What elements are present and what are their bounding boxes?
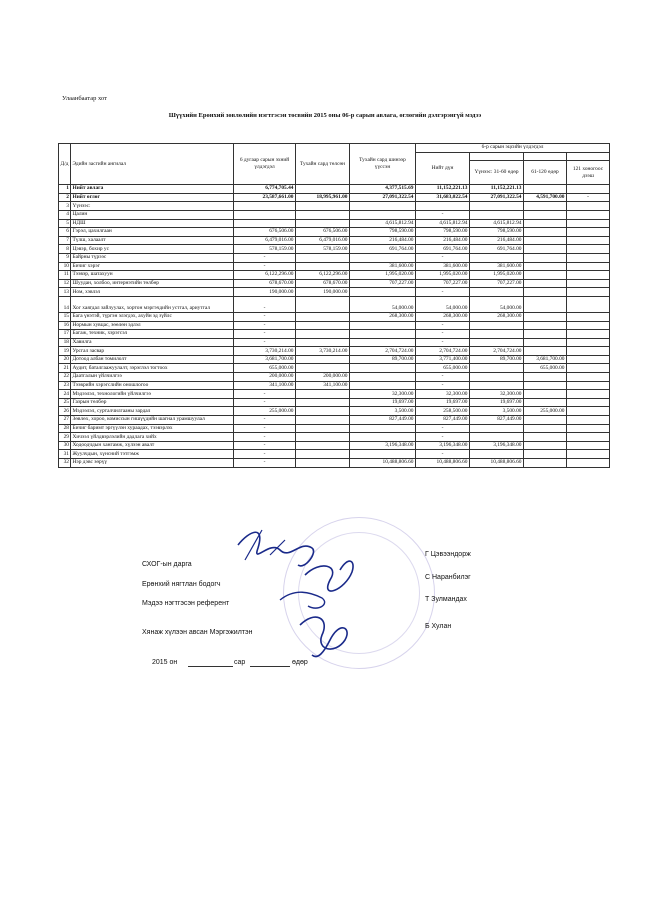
cell-total: - bbox=[416, 288, 470, 297]
col-paid: Тухайн сард төлсөн bbox=[296, 144, 350, 185]
cell-paid: 3,730,214.00 bbox=[296, 347, 350, 356]
cell-total: 10,488,806.60 bbox=[416, 459, 470, 468]
cell-n: 24 bbox=[59, 390, 71, 399]
cell-d2: 4,591,700.00 bbox=[524, 193, 567, 202]
cell-n: 23 bbox=[59, 381, 71, 390]
cell-d1: 827,449.00 bbox=[470, 416, 524, 425]
signer-name-1: Г Цэвээндорж bbox=[425, 551, 471, 558]
cell-total: - bbox=[416, 338, 470, 347]
cell-begin: - bbox=[234, 253, 296, 262]
cell-arisen: 3,196,348.00 bbox=[350, 441, 416, 450]
cell-total: 31,683,022.54 bbox=[416, 193, 470, 202]
cell-name: Тээврийн хэрэгслийн оношлогоо bbox=[71, 381, 234, 390]
col-begin: 6 дугаар сарын эхний үлдэгдэл bbox=[234, 144, 296, 185]
cell-d1: 3,500.00 bbox=[470, 407, 524, 416]
cell-arisen: 216,484.00 bbox=[350, 236, 416, 245]
cell-begin: - bbox=[234, 390, 296, 399]
cell-n: 19 bbox=[59, 347, 71, 356]
cell-n: 22 bbox=[59, 373, 71, 382]
cell-d1: 707,227.00 bbox=[470, 279, 524, 288]
cell-d2: 655,000.00 bbox=[524, 364, 567, 373]
cell-n: 17 bbox=[59, 330, 71, 339]
cell-total: 54,000.00 bbox=[416, 296, 470, 312]
cell-total: - bbox=[416, 253, 470, 262]
cell-total: - bbox=[416, 433, 470, 442]
cell-n: 21 bbox=[59, 364, 71, 373]
cell-n: 25 bbox=[59, 398, 71, 407]
cell-arisen: 3,500.00 bbox=[350, 407, 416, 416]
cell-begin: 6,122,296.00 bbox=[234, 271, 296, 280]
cell-arisen: 691,764.00 bbox=[350, 245, 416, 254]
cell-name: Зөвлөх, хороо, комиссын гишүүдийн шагнал урамшуулал bbox=[71, 416, 234, 425]
cell-begin: - bbox=[234, 296, 296, 312]
cell-paid: 578,159.00 bbox=[296, 245, 350, 254]
cell-total: 4,615,812.94 bbox=[416, 219, 470, 228]
cell-total: - bbox=[416, 210, 470, 219]
cell-n: 6 bbox=[59, 228, 71, 237]
cell-name: Жуулчдын, хүнсний тэтгэмж bbox=[71, 450, 234, 459]
cell-begin: - bbox=[234, 262, 296, 271]
date-year: 2015 он bbox=[152, 659, 178, 666]
cell-name: Байрны түрээс bbox=[71, 253, 234, 262]
cell-n: 10 bbox=[59, 262, 71, 271]
cell-begin: 200,000.00 bbox=[234, 373, 296, 382]
cell-n: 28 bbox=[59, 424, 71, 433]
cell-begin: 3,730,214.00 bbox=[234, 347, 296, 356]
col-arisen: Тухайн сард шинээр үүссэн bbox=[350, 144, 416, 185]
cell-name: Дотоод албан томилолт bbox=[71, 355, 234, 364]
col-61-120: 61-120 өдөр bbox=[524, 161, 567, 185]
cell-n: 30 bbox=[59, 441, 71, 450]
cell-name: Урсгал засвар bbox=[71, 347, 234, 356]
cell-total: - bbox=[416, 450, 470, 459]
cell-arisen: 381,600.00 bbox=[350, 262, 416, 271]
signer-name-2: С Наранбилэг bbox=[425, 574, 471, 581]
cell-name: НДШ bbox=[71, 219, 234, 228]
cell-n: 20 bbox=[59, 355, 71, 364]
date-day: өдөр bbox=[292, 659, 308, 666]
cell-paid: 341,100.00 bbox=[296, 381, 350, 390]
cell-total: - bbox=[416, 381, 470, 390]
cell-arisen: 89,700.00 bbox=[350, 355, 416, 364]
cell-begin: 655,000.00 bbox=[234, 364, 296, 373]
cell-begin: - bbox=[234, 398, 296, 407]
cell-d1: 27,091,322.54 bbox=[470, 193, 524, 202]
cell-name: Гэрэл, цахилгаан bbox=[71, 228, 234, 237]
cell-begin: - bbox=[234, 416, 296, 425]
cell-name: Газрын төлбөр bbox=[71, 398, 234, 407]
cell-arisen: 10,488,806.60 bbox=[350, 459, 416, 468]
cell-d1: 4,615,812.94 bbox=[470, 219, 524, 228]
cell-begin: 6,774,705.44 bbox=[234, 185, 296, 194]
report-title: Шүүхийн Ерөнхий зөвлөлийн нэгтгэсэн төсвийн 2015 оны 06-р сарын авлага, өглөгийн дэлгэрэнгүй мэдээ bbox=[168, 112, 482, 119]
cell-name: Нийт авлага bbox=[71, 185, 234, 194]
cell-total: 707,227.00 bbox=[416, 279, 470, 288]
city-label: Улаанбаатар хот bbox=[62, 95, 107, 102]
cell-arisen: 19,697.00 bbox=[350, 398, 416, 407]
signer-name-4: Б Хулан bbox=[425, 623, 452, 630]
cell-arisen: 4,377,515.69 bbox=[350, 185, 416, 194]
cell-total: 691,764.00 bbox=[416, 245, 470, 254]
cell-name: Мэдээлэл, сурталчилгааны зардал bbox=[71, 407, 234, 416]
cell-paid: 18,995,961.00 bbox=[296, 193, 350, 202]
cell-name: Мэдээлэл, технологийн үйлчилгээ bbox=[71, 390, 234, 399]
cell-name: Цэвэр, бохир ус bbox=[71, 245, 234, 254]
cell-begin: 578,159.00 bbox=[234, 245, 296, 254]
cell-n: 32 bbox=[59, 459, 71, 468]
cell-name: Үүнээс: bbox=[71, 202, 234, 211]
signer-role-4: Хянаж хүлээн авсан Мэргэжилтэн bbox=[142, 629, 253, 636]
cell-n: 26 bbox=[59, 407, 71, 416]
cell-arisen: 4,615,812.94 bbox=[350, 219, 416, 228]
cell-name: Цалин bbox=[71, 210, 234, 219]
cell-begin: 23,587,661.00 bbox=[234, 193, 296, 202]
cell-n: 7 bbox=[59, 236, 71, 245]
cell-d1: 268,300.00 bbox=[470, 312, 524, 321]
col-121-plus: 121 хоногоос дээш bbox=[567, 161, 610, 185]
cell-name: Бичиг хэрэг bbox=[71, 262, 234, 271]
cell-n: 13 bbox=[59, 288, 71, 297]
cell-name: Аудит, баталгаажуулалт, зэрэглэл тогтоох bbox=[71, 364, 234, 373]
cell-name: Шуудан, холбоо, интернэтийн төлбөр bbox=[71, 279, 234, 288]
cell-begin: 678,670.00 bbox=[234, 279, 296, 288]
col-total: Нийт дүн bbox=[416, 152, 470, 185]
signer-name-3: Т Зулмандах bbox=[425, 596, 467, 603]
cell-n: 29 bbox=[59, 433, 71, 442]
cell-n: 2 bbox=[59, 193, 71, 202]
cell-name: Нэр дэвс зөрүү bbox=[71, 459, 234, 468]
cell-name: Нийт өглөг bbox=[71, 193, 234, 202]
cell-begin: 3,681,700.00 bbox=[234, 355, 296, 364]
cell-d1: 19,697.00 bbox=[470, 398, 524, 407]
cell-arisen: 827,449.00 bbox=[350, 416, 416, 425]
col-num: Д/д bbox=[59, 144, 71, 185]
cell-name: Даатгалын үйлчилгээ bbox=[71, 373, 234, 382]
cell-total: 19,697.00 bbox=[416, 398, 470, 407]
cell-arisen: 268,300.00 bbox=[350, 312, 416, 321]
cell-total: 32,300.00 bbox=[416, 390, 470, 399]
cell-arisen: 32,300.00 bbox=[350, 390, 416, 399]
cell-name: Түлш, халаалт bbox=[71, 236, 234, 245]
cell-begin: 6,479,016.00 bbox=[234, 236, 296, 245]
cell-d1: 1,995,020.00 bbox=[470, 271, 524, 280]
cell-total: - bbox=[416, 321, 470, 330]
cell-paid: 6,122,296.00 bbox=[296, 271, 350, 280]
cell-total: 798,590.00 bbox=[416, 228, 470, 237]
cell-begin: - bbox=[234, 424, 296, 433]
date-blank-1 bbox=[188, 659, 233, 667]
cell-total: 655,000.00 bbox=[416, 364, 470, 373]
cell-paid: 200,000.00 bbox=[296, 373, 350, 382]
col-name: Эдийн засгийн ангилал bbox=[71, 144, 234, 185]
cell-d1: 3,196,348.00 bbox=[470, 441, 524, 450]
cell-name: Ходоодчдын хангамж, хүлээн авалт bbox=[71, 441, 234, 450]
cell-n: 14 bbox=[59, 296, 71, 312]
cell-n: 4 bbox=[59, 210, 71, 219]
cell-name: Хавилга bbox=[71, 338, 234, 347]
cell-n: 27 bbox=[59, 416, 71, 425]
cell-begin: 255,000.00 bbox=[234, 407, 296, 416]
signer-role-1: СХОГ-ын дарга bbox=[142, 561, 192, 568]
cell-total: 381,600.00 bbox=[416, 262, 470, 271]
cell-d1: 691,764.00 bbox=[470, 245, 524, 254]
cell-name: Бичиг баримт эргүүлэн хураадах, тээвэрлэх bbox=[71, 424, 234, 433]
cell-begin: 190,000.00 bbox=[234, 288, 296, 297]
cell-paid: 6,479,016.00 bbox=[296, 236, 350, 245]
cell-total: - bbox=[416, 424, 470, 433]
cell-paid: 678,670.00 bbox=[296, 279, 350, 288]
cell-total: 258,500.00 bbox=[416, 407, 470, 416]
signer-role-2: Ерөнхий нягтлан бодогч bbox=[142, 581, 221, 588]
cell-n: 16 bbox=[59, 321, 71, 330]
cell-total: 3,196,348.00 bbox=[416, 441, 470, 450]
cell-n: 9 bbox=[59, 253, 71, 262]
date-month: сар bbox=[234, 659, 246, 666]
cell-begin: 341,100.00 bbox=[234, 381, 296, 390]
cell-d2: 255,000.00 bbox=[524, 407, 567, 416]
cell-n: 12 bbox=[59, 279, 71, 288]
signer-role-3: Мэдээ нэгтгэсэн референт bbox=[142, 600, 230, 607]
cell-arisen: 1,995,020.00 bbox=[350, 271, 416, 280]
cell-begin: - bbox=[234, 312, 296, 321]
cell-d1: 89,700.00 bbox=[470, 355, 524, 364]
cell-total: - bbox=[416, 330, 470, 339]
cell-d3: - bbox=[567, 193, 610, 202]
cell-n: 15 bbox=[59, 312, 71, 321]
cell-name: Нормын хувцас, зөөлөн эдлэл bbox=[71, 321, 234, 330]
cell-name: Ном, хэвлэл bbox=[71, 288, 234, 297]
cell-n: 18 bbox=[59, 338, 71, 347]
date-blank-2 bbox=[250, 659, 290, 667]
cell-begin: - bbox=[234, 433, 296, 442]
cell-arisen: 27,091,322.54 bbox=[350, 193, 416, 202]
cell-d1: 54,000.00 bbox=[470, 296, 524, 312]
cell-arisen: 2,704,724.00 bbox=[350, 347, 416, 356]
cell-name: Тээвэр, шатахуун bbox=[71, 271, 234, 280]
cell-n: 1 bbox=[59, 185, 71, 194]
cell-begin: - bbox=[234, 441, 296, 450]
cell-arisen: 798,590.00 bbox=[350, 228, 416, 237]
cell-n: 3 bbox=[59, 202, 71, 211]
cell-n: 11 bbox=[59, 271, 71, 280]
cell-total: 1,995,020.00 bbox=[416, 271, 470, 280]
cell-d1: 2,704,724.00 bbox=[470, 347, 524, 356]
cell-d1: 798,590.00 bbox=[470, 228, 524, 237]
cell-paid: 190,000.00 bbox=[296, 288, 350, 297]
cell-total: - bbox=[416, 373, 470, 382]
cell-n: 8 bbox=[59, 245, 71, 254]
cell-total: 2,704,724.00 bbox=[416, 347, 470, 356]
cell-d1: 32,300.00 bbox=[470, 390, 524, 399]
cell-d1: 10,488,806.60 bbox=[470, 459, 524, 468]
cell-total: 3,771,400.00 bbox=[416, 355, 470, 364]
col-31-60: Үүнээс: 31-60 өдөр bbox=[470, 161, 524, 185]
cell-n: 5 bbox=[59, 219, 71, 228]
cell-d2: 3,681,700.00 bbox=[524, 355, 567, 364]
cell-d1: 381,600.00 bbox=[470, 262, 524, 271]
cell-begin: - bbox=[234, 450, 296, 459]
cell-begin: - bbox=[234, 459, 296, 468]
cell-total: 827,449.00 bbox=[416, 416, 470, 425]
cell-d1: 11,152,221.13 bbox=[470, 185, 524, 194]
cell-name: Хичээл үйлдвэрлэлийн дадлага хийх bbox=[71, 433, 234, 442]
cell-name: Багаж, техник, хэрэгсэл bbox=[71, 330, 234, 339]
cell-begin: - bbox=[234, 330, 296, 339]
cell-name: Хог хаягдал зайлуулах, хортон мэргэчдийн устгал, ариутгал bbox=[71, 296, 234, 312]
cell-begin: 676,506.00 bbox=[234, 228, 296, 237]
cell-arisen: 707,227.00 bbox=[350, 279, 416, 288]
cell-begin: - bbox=[234, 338, 296, 347]
cell-n: 31 bbox=[59, 450, 71, 459]
cell-name: Бага үнэтэй, түргэн элэгдэх, ахуйн эд зүйлс bbox=[71, 312, 234, 321]
cell-total: 11,152,221.13 bbox=[416, 185, 470, 194]
cell-arisen: 54,000.00 bbox=[350, 296, 416, 312]
cell-total: 268,300.00 bbox=[416, 312, 470, 321]
cell-total: 216,484.00 bbox=[416, 236, 470, 245]
cell-d1: 216,484.00 bbox=[470, 236, 524, 245]
cell-paid: 676,506.00 bbox=[296, 228, 350, 237]
cell-begin: - bbox=[234, 321, 296, 330]
col-group-end-balance: 6-р сарын эцсийн үлдэгдэл bbox=[416, 144, 610, 153]
